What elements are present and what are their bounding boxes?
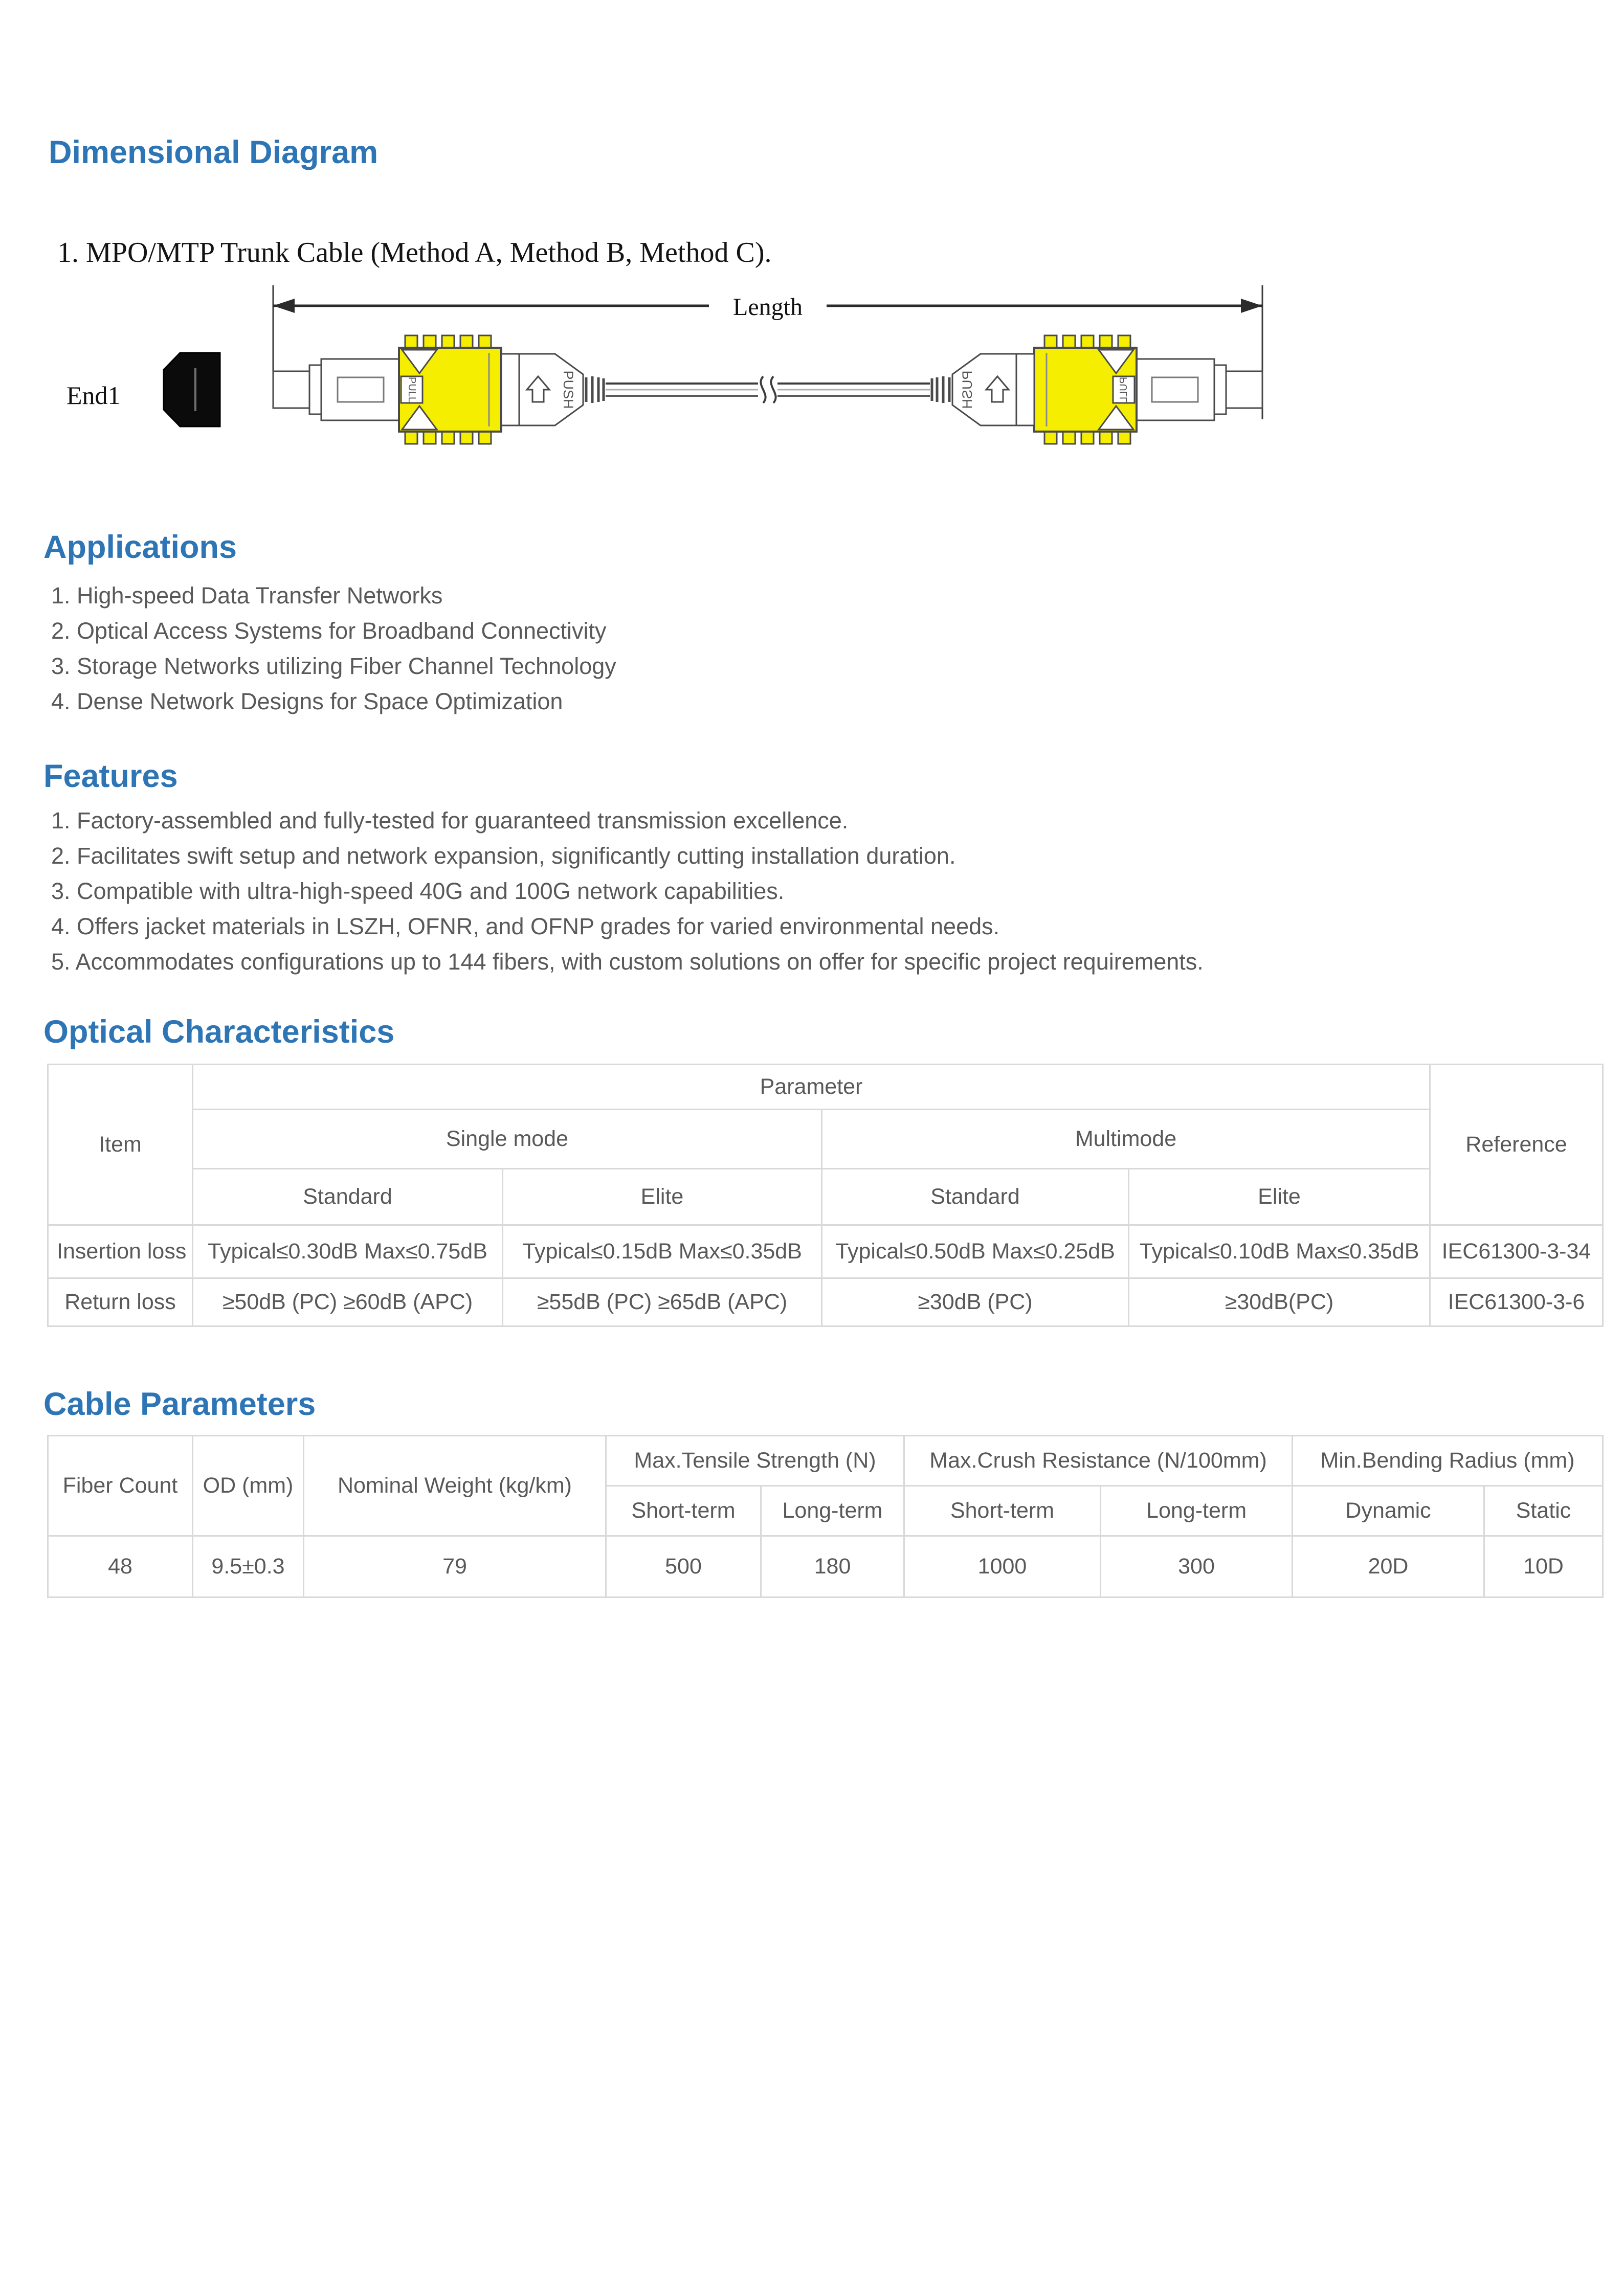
feature-item: 1. Factory-assembled and fully-tested for guaranteed transmission excellence. bbox=[51, 807, 849, 834]
end1-cap bbox=[164, 353, 220, 426]
cell-fiber-count: 48 bbox=[48, 1536, 193, 1597]
th-crush-short-term: Short-term bbox=[904, 1486, 1101, 1536]
th-crush-resistance: Max.Crush Resistance (N/100mm) bbox=[904, 1436, 1293, 1486]
th-od: OD (mm) bbox=[193, 1436, 304, 1536]
application-item: 4. Dense Network Designs for Space Optimization bbox=[51, 688, 563, 714]
cell-insertion-reference: IEC61300-3-34 bbox=[1430, 1225, 1603, 1278]
th-mm-standard: Standard bbox=[822, 1169, 1129, 1225]
cell-return-loss-item: Return loss bbox=[48, 1278, 193, 1326]
th-nominal-weight: Nominal Weight (kg/km) bbox=[304, 1436, 606, 1536]
application-item: 1. High-speed Data Transfer Networks bbox=[51, 582, 443, 609]
cable-dimensional-diagram bbox=[66, 276, 1330, 486]
th-tensile-short-term: Short-term bbox=[606, 1486, 761, 1536]
application-item: 2. Optical Access Systems for Broadband Connectivity bbox=[51, 618, 607, 644]
cell-bending-static: 10D bbox=[1484, 1536, 1603, 1597]
end1-label: End1 bbox=[66, 381, 121, 410]
th-tensile-strength: Max.Tensile Strength (N) bbox=[606, 1436, 904, 1486]
heading-applications: Applications bbox=[43, 529, 237, 565]
th-sm-elite: Elite bbox=[503, 1169, 822, 1225]
mpo-connector-right bbox=[932, 335, 1262, 444]
cell-od: 9.5±0.3 bbox=[193, 1536, 304, 1597]
table-row bbox=[48, 1225, 1603, 1278]
cell-return-sm-elite: ≥55dB (PC) ≥65dB (APC) bbox=[503, 1278, 822, 1326]
cell-return-sm-standard: ≥50dB (PC) ≥60dB (APC) bbox=[193, 1278, 503, 1326]
pull-label: PULL bbox=[406, 376, 417, 403]
table-row bbox=[48, 1536, 1603, 1597]
cell-insertion-mm-elite: Typical≤0.10dB Max≤0.35dB bbox=[1129, 1225, 1430, 1278]
applications-list bbox=[51, 578, 616, 719]
cell-insertion-sm-standard: Typical≤0.30dB Max≤0.75dB bbox=[193, 1225, 503, 1278]
cell-return-mm-standard: ≥30dB (PC) bbox=[822, 1278, 1129, 1326]
cell-return-mm-elite: ≥30dB(PC) bbox=[1129, 1278, 1430, 1326]
th-reference: Reference bbox=[1430, 1065, 1603, 1225]
th-sm-standard: Standard bbox=[193, 1169, 503, 1225]
cable-parameters-table bbox=[47, 1435, 1604, 1598]
th-parameter: Parameter bbox=[193, 1065, 1430, 1110]
cable-line bbox=[606, 376, 930, 403]
th-fiber-count: Fiber Count bbox=[48, 1436, 193, 1536]
cell-return-reference: IEC61300-3-6 bbox=[1430, 1278, 1603, 1326]
cable-break-mark bbox=[761, 376, 765, 403]
cell-tensile-short: 500 bbox=[606, 1536, 761, 1597]
application-item: 3. Storage Networks utilizing Fiber Channel Technology bbox=[51, 653, 616, 679]
th-tensile-long-term: Long-term bbox=[761, 1486, 904, 1536]
dimension-length-line bbox=[273, 287, 1262, 321]
cell-insertion-mm-standard: Typical≤0.50dB Max≤0.25dB bbox=[822, 1225, 1129, 1278]
heading-cable-parameters: Cable Parameters bbox=[43, 1386, 316, 1422]
feature-item: 3. Compatible with ultra-high-speed 40G and 100G network capabilities. bbox=[51, 878, 785, 904]
optical-characteristics-table bbox=[47, 1064, 1604, 1327]
length-label: Length bbox=[733, 294, 803, 321]
th-mm-elite: Elite bbox=[1129, 1169, 1430, 1225]
table-row bbox=[48, 1278, 1603, 1326]
mpo-connector-left bbox=[273, 335, 604, 444]
features-list bbox=[51, 803, 1204, 979]
diagram-caption: 1. MPO/MTP Trunk Cable (Method A, Method B, Method C). bbox=[57, 237, 772, 268]
cell-insertion-loss-item: Insertion loss bbox=[48, 1225, 193, 1278]
th-item: Item bbox=[48, 1065, 193, 1225]
th-crush-long-term: Long-term bbox=[1101, 1486, 1293, 1536]
push-label: PUSH bbox=[561, 370, 576, 409]
cell-crush-short: 1000 bbox=[904, 1536, 1101, 1597]
th-bending-radius: Min.Bending Radius (mm) bbox=[1293, 1436, 1603, 1486]
heading-dimensional-diagram: Dimensional Diagram bbox=[49, 134, 379, 170]
feature-item: 5. Accommodates configurations up to 144 fibers, with custom solutions on offer for specific project requirements. bbox=[51, 949, 1204, 975]
cell-nominal-weight: 79 bbox=[304, 1536, 606, 1597]
th-bending-dynamic: Dynamic bbox=[1293, 1486, 1484, 1536]
heading-features: Features bbox=[43, 758, 178, 794]
feature-item: 2. Facilitates swift setup and network expansion, significantly cutting installation duration. bbox=[51, 843, 956, 869]
cell-tensile-long: 180 bbox=[761, 1536, 904, 1597]
th-bending-static: Static bbox=[1484, 1486, 1603, 1536]
cell-bending-dynamic: 20D bbox=[1293, 1536, 1484, 1597]
feature-item: 4. Offers jacket materials in LSZH, OFNR, and OFNP grades for varied environmental needs. bbox=[51, 913, 1000, 939]
th-single-mode: Single mode bbox=[193, 1110, 822, 1169]
th-multimode: Multimode bbox=[822, 1110, 1430, 1169]
cell-insertion-sm-elite: Typical≤0.15dB Max≤0.35dB bbox=[503, 1225, 822, 1278]
heading-optical-characteristics: Optical Characteristics bbox=[43, 1014, 395, 1050]
cell-crush-long: 300 bbox=[1101, 1536, 1293, 1597]
